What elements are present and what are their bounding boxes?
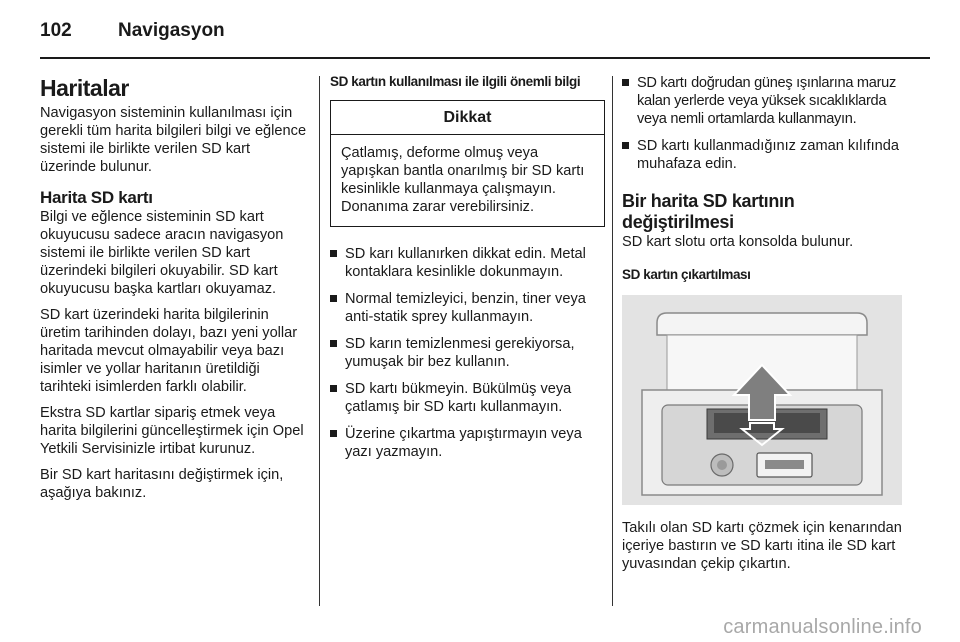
- list-item: Üzerine çıkartma yapıştırmayın veya yazı yazmayın.: [330, 425, 605, 461]
- list-item: SD karı kullanırken dikkat edin. Metal kontaklara kesinlikle dokunmayın.: [330, 245, 605, 281]
- watermark: carmanualsonline.info: [723, 616, 922, 638]
- see-below-paragraph: Bir SD kart haritasını değiştirmek için, aşağıya bakınız.: [40, 467, 284, 501]
- important-info-heading: SD kartın kullanılması ile ilgili önemli bilgi: [330, 74, 581, 89]
- warning-text: Çatlamış, deforme olmuş veya yapışkan bantla onarılmış bir SD kartı kesinlikle kullanmaya çalışmayın. Donanıma zarar verebilirsiniz.: [341, 145, 585, 215]
- chapter-title: Navigasyon: [118, 20, 225, 41]
- section-title: Haritalar: [40, 75, 129, 101]
- bullet-square-icon: [330, 385, 337, 392]
- bullet-square-icon: [330, 295, 337, 302]
- sd-card-heading: Harita SD kartı: [40, 188, 153, 207]
- column-3: [622, 74, 907, 581]
- sd-slot-illustration: [622, 295, 902, 505]
- column-1: [40, 74, 310, 510]
- bullet-square-icon: [622, 79, 629, 86]
- storage-list: [622, 74, 907, 173]
- page-header: [40, 20, 920, 46]
- bullet-square-icon: [622, 142, 629, 149]
- care-list: [330, 245, 605, 461]
- slot-location-paragraph: SD kart slotu orta konsolda bulunur.: [622, 234, 854, 250]
- list-item: SD kartı bükmeyin. Bükülmüş veya çatlamış bir SD kartı kullanmayın.: [330, 380, 605, 416]
- list-item: SD kartı doğrudan güneş ışınlarına maruz kalan yerlerde veya yüksek sıcaklıklarda veya nemli ortamlarda kullanmayın.: [622, 74, 907, 128]
- list-item: SD karın temizlenmesi gerekiyorsa, yumuşak bir bez kullanın.: [330, 335, 605, 371]
- sd-card-paragraph: Bilgi ve eğlence sisteminin SD kart okuyucusu sadece aracın navigasyon sistemi ile birlikte verilen SD kart üzerindeki bilgileri okuyabilir. SD kart okuyucusu başka kartları okuyamaz.: [40, 209, 284, 297]
- change-card-heading: Bir harita SD kartının değiştirilmesi: [622, 191, 795, 232]
- map-date-paragraph: SD kart üzerindeki harita bilgilerinin üretim tarihinden dolayı, bazı yeni yollar haritada mevcut olmayabilir veya bazı isimler ve yollar haritanın üretildiği tarihteki isimlerden farklı olabilir.: [40, 307, 298, 395]
- page-number: 102: [40, 20, 72, 41]
- remove-instructions-paragraph: Takılı olan SD kartı çözmek için kenarından içeriye bastırın ve SD kartı itina ile SD kart yuvasından çekip çıkartın.: [622, 520, 902, 572]
- bullet-square-icon: [330, 430, 337, 437]
- warning-title: Dikkat: [331, 101, 604, 135]
- warning-box: [330, 100, 605, 227]
- column-divider-1: [319, 76, 320, 606]
- list-item: Normal temizleyici, benzin, tiner veya anti-statik sprey kullanmayın.: [330, 290, 605, 326]
- sd-card-removal-icon: [622, 295, 902, 505]
- bullet-square-icon: [330, 250, 337, 257]
- column-2: [330, 74, 605, 470]
- order-paragraph: Ekstra SD kartlar sipariş etmek veya harita bilgilerini güncelleştirmek için Opel Yetkili Servisinizle irtibat kurunuz.: [40, 405, 304, 457]
- list-item: SD kartı kullanmadığınız zaman kılıfında muhafaza edin.: [622, 137, 907, 173]
- header-rule: [40, 57, 930, 59]
- intro-paragraph: Navigasyon sisteminin kullanılması için gerekli tüm harita bilgileri bilgi ve eğlence sistemi ile birlikte verilen SD kart üzerinde bulunur.: [40, 105, 307, 175]
- bullet-square-icon: [330, 340, 337, 347]
- remove-card-heading: SD kartın çıkartılması: [622, 267, 751, 282]
- column-divider-2: [612, 76, 613, 606]
